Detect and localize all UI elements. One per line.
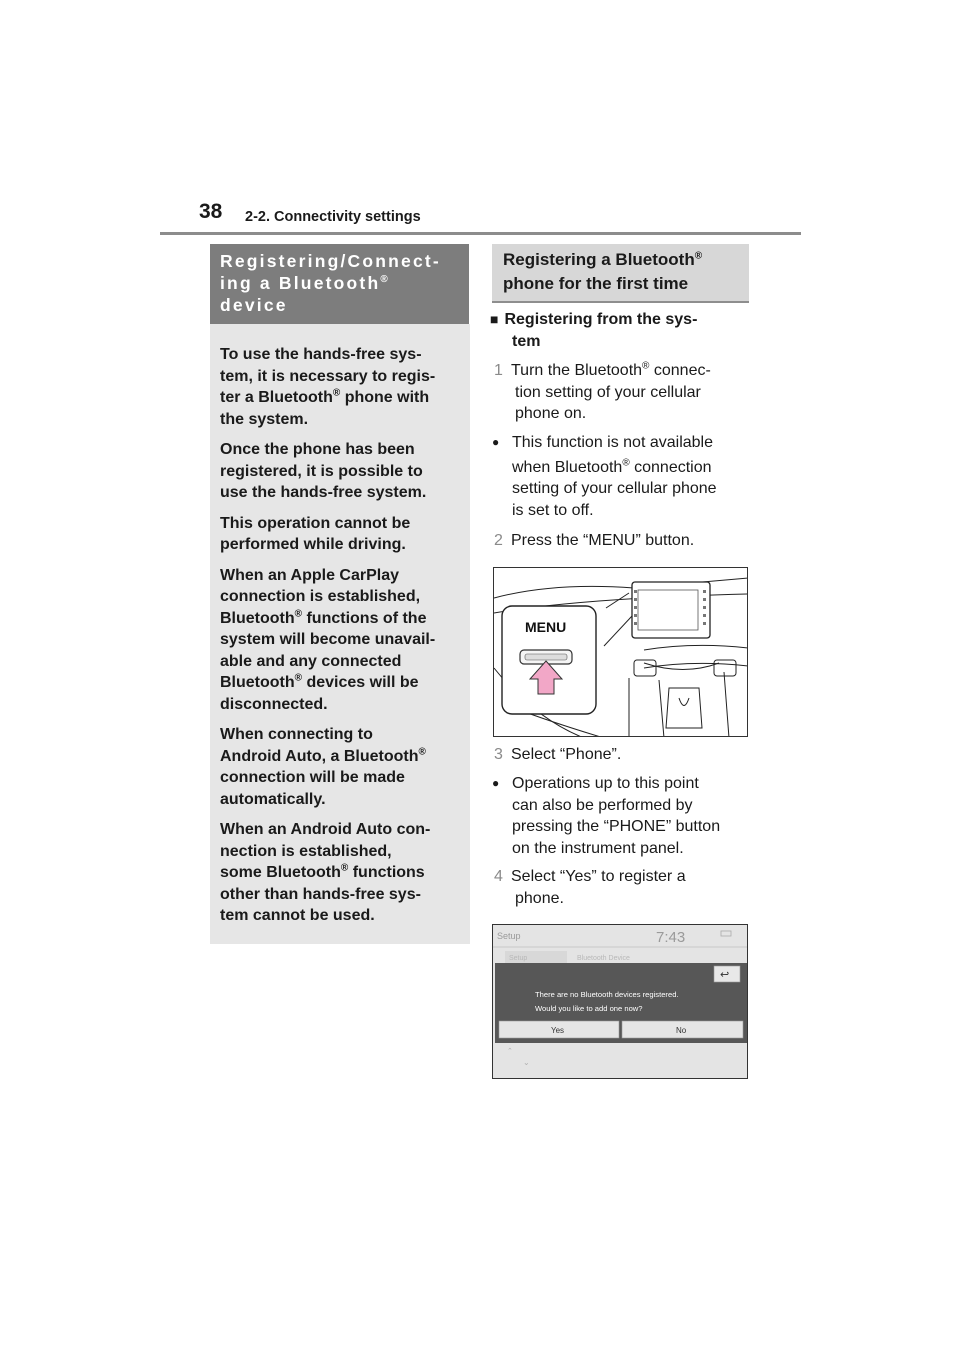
paragraph-android-auto-connect: When connecting to Android Auto, a Bluetooth® connection will be made automatically.: [220, 726, 426, 808]
step-3: 3 Select “Phone”.: [494, 746, 622, 763]
section-title: 2-2. Connectivity settings: [245, 209, 421, 225]
dialog-message-line1: There are no Bluetooth devices registered.: [535, 990, 679, 999]
note-phone-button: ● Operations up to this point can also be performed by pressing the “PHONE” button on the instrument panel.: [492, 775, 721, 857]
no-label: No: [676, 1026, 687, 1035]
step-4: 4 Select “Yes” to register a phone.: [494, 868, 686, 907]
svg-text:⌄: ⌄: [523, 1058, 530, 1067]
step-2: 2 Press the “MENU” button.: [494, 532, 695, 549]
note-bluetooth-off: ● This function is not available when Bluetooth® connection setting of your cellular phone is set to off.: [492, 434, 717, 519]
paragraph-carplay: When an Apple CarPlay connection is established, Bluetooth® functions of the system will become unavail- able and any connected Bluetooth® devices will be disconnected.: [220, 566, 436, 713]
header-rule: [160, 232, 801, 235]
svg-text:⌃: ⌃: [507, 1048, 513, 1055]
paragraph-driving-warning: This operation cannot be performed while driving.: [220, 514, 411, 553]
dashboard-menu-illustration: [493, 567, 748, 737]
left-heading: Registering/Connect- ing a Bluetooth® device: [210, 244, 469, 324]
clock: 7:43: [656, 929, 686, 946]
yes-label: Yes: [551, 1026, 565, 1035]
paragraph-android-auto-limits: When an Android Auto con- nection is established, some Bluetooth® functions other than hands-free sys- tem cannot be used.: [220, 821, 431, 924]
page-number: 38: [199, 200, 223, 223]
left-info-box: [210, 324, 470, 944]
paragraph-register-requirement: To use the hands-free sys- tem, it is necessary to regis- ter a Bluetooth® phone with the system.: [220, 346, 436, 428]
registration-dialog-screenshot: [492, 924, 748, 1079]
tab-bluetooth-device: Bluetooth Device: [577, 955, 630, 962]
tab-setup: Setup: [509, 955, 528, 962]
paragraph-once-registered: Once the phone has been registered, it is possible to use the hands-free system.: [220, 441, 427, 501]
back-arrow-icon: ↩: [720, 969, 730, 981]
subheading-registering-from-system: ■ Registering from the sys- tem: [490, 311, 698, 350]
dialog-message-line2: Would you like to add one now?: [535, 1004, 643, 1013]
infotainment-screen: [632, 582, 710, 638]
step-1: 1 Turn the Bluetooth® connec- tion setting of your cellular phone on.: [494, 360, 711, 422]
menu-button-label: MENU: [525, 619, 567, 635]
screen-title: Setup: [497, 931, 521, 941]
right-heading: Registering a Bluetooth® phone for the first time: [492, 244, 749, 303]
